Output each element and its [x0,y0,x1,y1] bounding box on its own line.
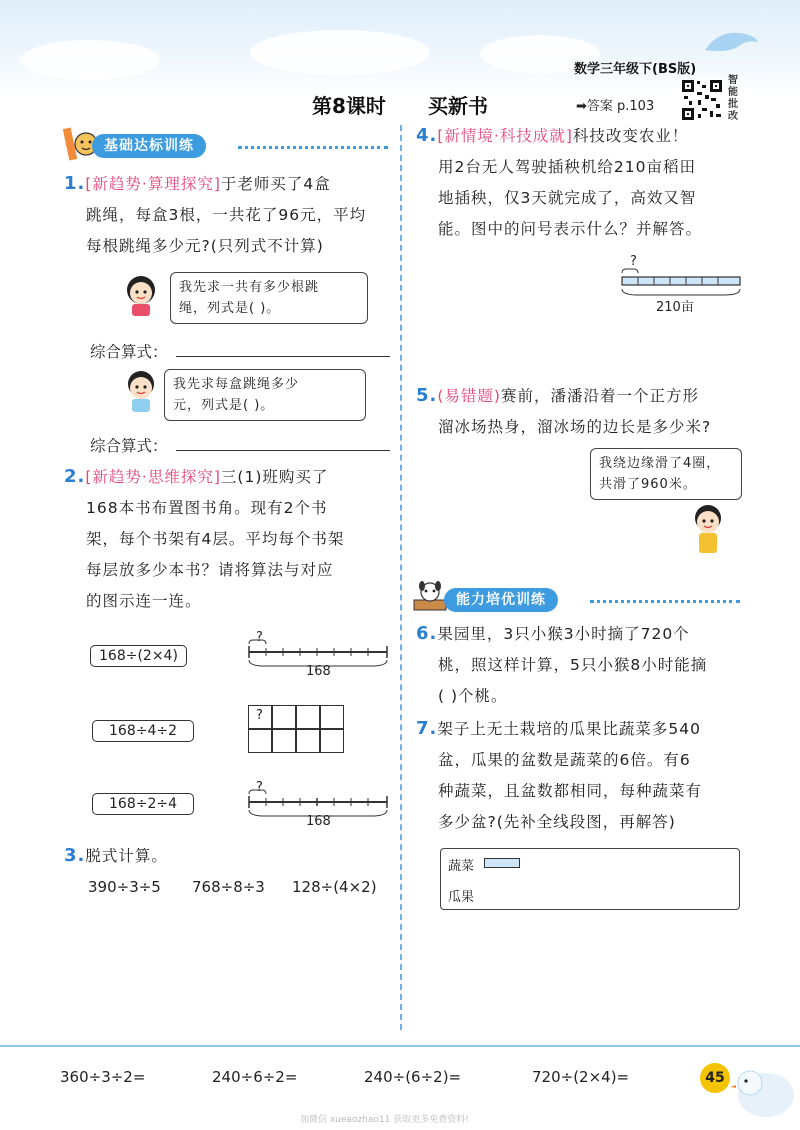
q1-combined-label-2: 综合算式： [90,437,168,455]
q4-diagram-question: ? [630,254,637,269]
q7-line2: 盆，瓜果的盆数是蔬菜的6倍。有6 [438,751,691,769]
q2-diagram-3-question: ? [256,780,263,795]
grid-cell [320,705,344,729]
q3-expr-1: 390÷3÷5 [88,878,161,896]
q4-diagram-total: 210亩 [656,300,694,315]
section-dots [238,146,388,149]
grid-cell [272,705,296,729]
girl-avatar [120,270,162,318]
q2-tag: [新趋势·思维探究] [85,468,221,486]
q1-tag: [新趋势·算理探究] [85,175,221,193]
q3-text [64,840,168,872]
q3-title: 脱式计算。 [85,847,168,865]
q7-label-fruit: 瓜果 [448,890,475,905]
grid-cell [320,729,344,753]
q6-number: 6. [416,623,438,644]
lesson-number: 第8课时 [312,94,386,118]
cloud-decoration [250,30,430,75]
answer-reference: ➡答案 p.103 [576,99,655,114]
column-divider [400,125,402,1030]
q4-line4: 能。图中的问号表示什么？并解答。 [438,220,703,238]
q2-expr-1[interactable]: 168÷(2×4) [90,645,187,667]
q4-line1: 科技改变农业！ [572,127,689,145]
q2-number: 2. [64,466,86,487]
q3-number: 3. [64,845,86,866]
q7-line3: 种蔬菜，且盆数都相同，每种蔬菜有 [438,782,703,800]
q2-diagram-3-total: 168 [306,814,331,829]
q4-tag: [新情境·科技成就] [437,127,573,145]
q1-answer-line-1[interactable] [176,356,390,357]
footer-expr-1: 360÷3÷2= [60,1068,146,1086]
q2-line4: 每层放多少本书？请将算法与对应 [86,561,334,579]
q5-text [416,380,746,443]
q5-line2: 溜冰场热身，溜冰场的边长是多少米? [438,418,712,436]
q4-number: 4. [416,125,438,146]
q5-number: 5. [416,385,438,406]
footer-expr-2: 240÷6÷2= [212,1068,298,1086]
q3-expr-3: 128÷(4×2) [292,878,377,896]
q2-expr-3[interactable]: 168÷2÷4 [92,793,194,815]
q7-veg-bar [484,858,520,868]
q5-bubble: 我绕边缘滑了4圈， 共滑了960米。 [590,448,742,500]
q1-line2: 跳绳，每盒3根，一共花了96元，平均 [86,206,367,224]
q1-text [64,168,394,262]
subject-label: 数学三年级下(BS版) [574,62,697,77]
dolphin-icon [700,20,760,60]
lesson-title: 买新书 [428,94,488,118]
footer-divider [0,1045,800,1047]
q2-line1: 三(1)班购买了 [220,468,329,486]
q1-line1: 于老师买了4盒 [220,175,331,193]
bird-icon [728,1055,798,1125]
q5-tag: (易错题) [437,387,501,405]
q3-expr-2: 768÷8÷3 [192,878,265,896]
watermark: 加微信 xueaozhao11 获取更多免费资料! [300,1115,469,1125]
q4-line2: 用2台无人驾驶插秧机给210亩稻田 [438,158,696,176]
q2-text [64,461,394,617]
q6-text [416,618,746,712]
q4-line3: 地插秧，仅3天就完成了，高效又智 [438,189,697,207]
q7-label-veg: 蔬菜 [448,859,475,874]
q7-line1: 架子上无土栽培的瓜果比蔬菜多540 [437,720,701,738]
q1-bubble-2: 我先求每盒跳绳多少 元，列式是( )。 [164,369,366,421]
section-dots [590,600,740,603]
q2-line5: 的图示连一连。 [86,592,202,610]
footer-expr-4: 720÷(2×4)= [532,1068,630,1086]
q7-text [416,713,746,838]
q2-diagram-2-question: ? [256,708,263,723]
q1-number: 1. [64,173,86,194]
smart-grading-label: 智能批改 [728,75,738,122]
grid-cell [272,729,296,753]
q2-expr-2[interactable]: 168÷4÷2 [92,720,194,742]
grid-cell [296,705,320,729]
q6-line3[interactable]: ( )个桃。 [438,687,508,705]
cloud-decoration [20,40,160,80]
q7-number: 7. [416,718,438,739]
q1-line3: 每根跳绳多少元?(只列式不计算) [86,237,324,255]
boy-avatar [688,500,728,556]
grid-cell [296,729,320,753]
q2-diagram-1-question: ? [256,630,263,645]
q1-combined-label-1: 综合算式： [90,343,168,361]
q2-diagram-1-total: 168 [306,664,331,679]
q2-line2: 168本书布置图书角。现有2个书 [86,499,328,517]
q2-line3: 架，每个书架有4层。平均每个书架 [86,530,345,548]
section-advanced-badge: 能力培优训练 [444,588,558,612]
boy-avatar [120,366,162,414]
footer-expr-3: 240÷(6÷2)= [364,1068,462,1086]
q6-line1: 果园里，3只小猴3小时摘了720个 [437,625,690,643]
grid-cell [248,729,272,753]
q5-line1: 赛前，潘潘沿着一个正方形 [500,387,699,405]
q4-text [416,120,746,245]
page-number: 45 [700,1063,730,1093]
q7-line4: 多少盆?(先补全线段图，再解答) [438,813,676,831]
q1-answer-line-2[interactable] [176,450,390,451]
q1-bubble-1: 我先求一共有多少根跳 绳，列式是( )。 [170,272,368,324]
qr-code-icon[interactable] [680,78,724,122]
q6-line2: 桃，照这样计算，5只小猴8小时能摘 [438,656,708,674]
section-basic-badge: 基础达标训练 [92,134,206,158]
